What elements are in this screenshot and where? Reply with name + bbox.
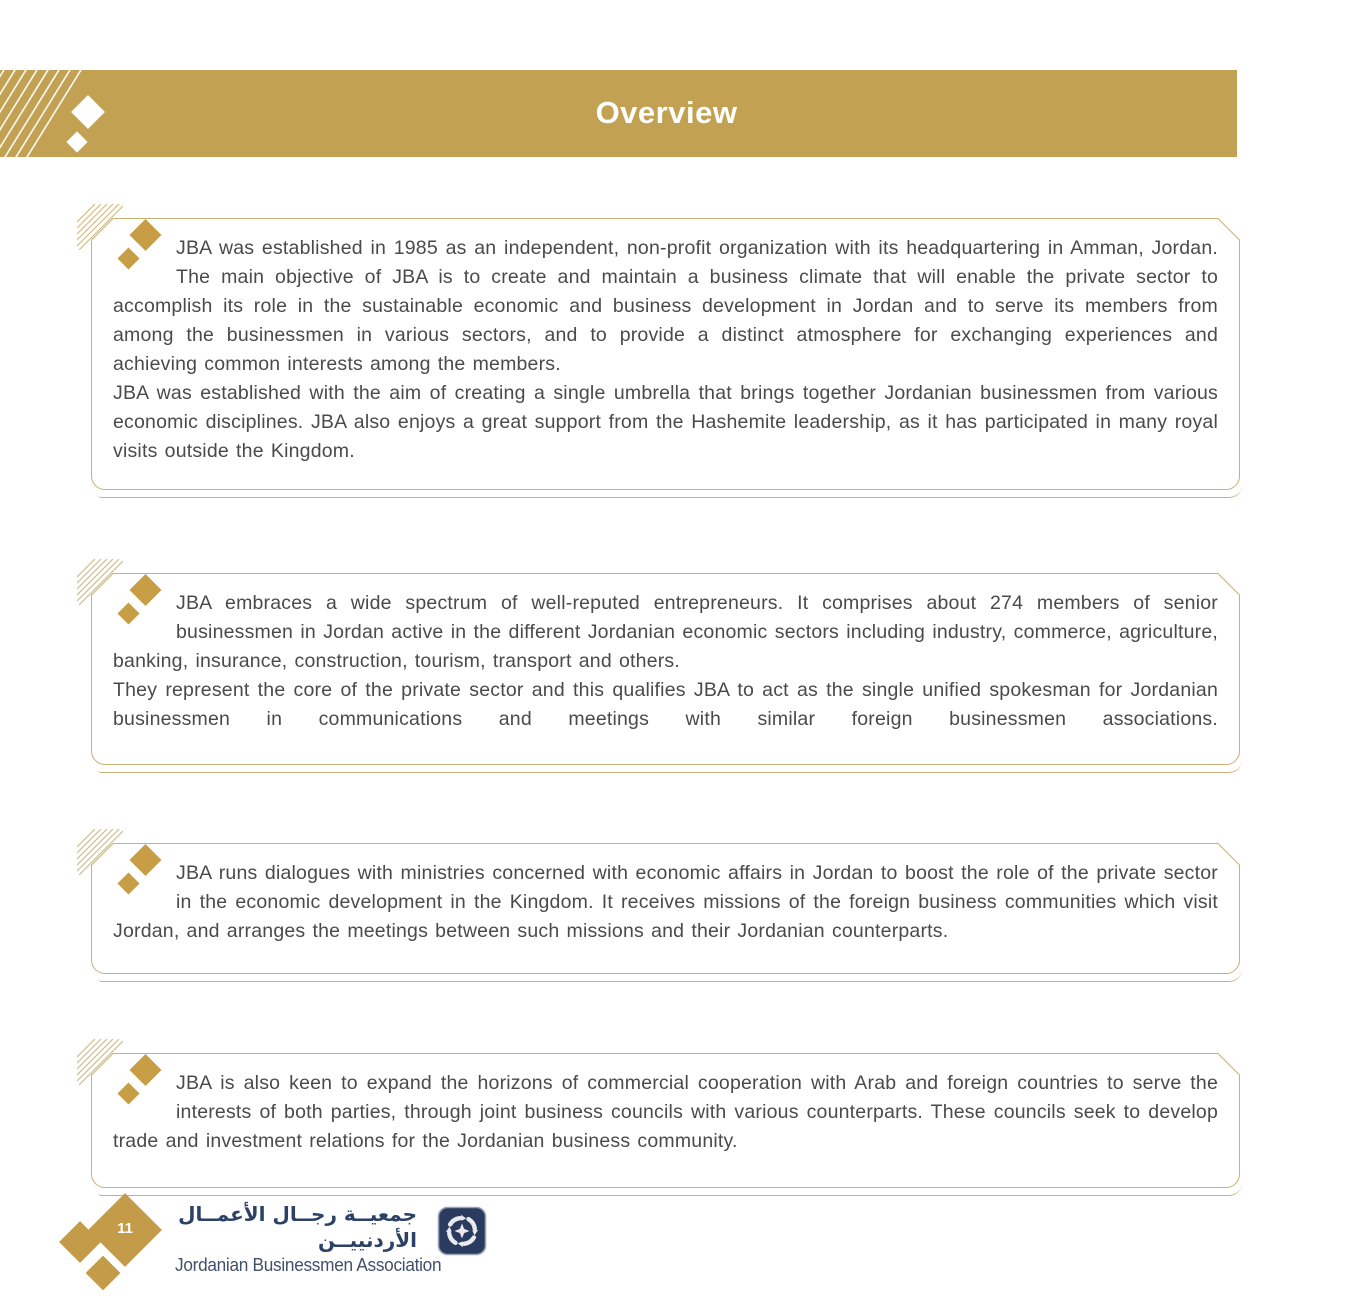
paragraph: They represent the core of the private sector and this qualifies JBA to act as the single unified spokesman for Jordanian businessmen in communications and meetings with similar foreign businessmen associations. (113, 679, 1218, 730)
paragraph: JBA was established in 1985 as an independent, non-profit organization with its headquartering in Amman, Jordan. The main objective of JBA is to create and maintain a business climate that will enable the private sector to accomplish its role in the sustainable economic and business development in Jordan and to serve its members from among the businessmen in various sectors, and to provide a distinct atmosphere for exchanging experiences and achieving common interests among the members. (113, 237, 1218, 375)
paragraph: JBA embraces a wide spectrum of well-reputed entrepreneurs. It comprises about 274 members of senior businessmen in Jordan active in the different Jordanian economic sectors including industry, commerce, agriculture, banking, insurance, construction, tourism, transport and others. (113, 592, 1218, 672)
jba-emblem-icon (437, 1206, 487, 1256)
box-shadow-line (98, 1183, 1242, 1196)
footer-organization (175, 1201, 442, 1277)
overview-box-3 (91, 843, 1240, 974)
page-title: Overview (595, 94, 738, 130)
org-name-english: Jordanian Businessmen Association (175, 1254, 442, 1275)
overview-box-4 (91, 1053, 1240, 1188)
page-number: 11 (117, 1220, 133, 1237)
corner-hatch-icon (77, 204, 123, 250)
corner-hatch-icon (77, 829, 123, 875)
paragraph: JBA runs dialogues with ministries concerned with economic affairs in Jordan to boost the role of the private sector in the economic development in the Kingdom. It receives missions of the foreign business communities which visit Jordan, and arranges the meetings between such missions and their Jordanian counterparts. (113, 862, 1218, 942)
header-banner (0, 70, 1237, 157)
footer-diamond-cluster-icon (55, 1192, 180, 1300)
paragraph: JBA is also keen to expand the horizons of commercial cooperation with Arab and foreign countries to serve the interests of both parties, through joint business councils with various counterparts. These councils seek to develop trade and investment relations for the Jordanian business community. (113, 1072, 1218, 1152)
corner-hatch-icon (77, 559, 123, 605)
corner-hatch-icon (77, 1039, 123, 1085)
overview-box-1 (91, 218, 1240, 490)
box-shadow-line (98, 969, 1242, 982)
paragraph: JBA was established with the aim of creating a single umbrella that brings together Jordanian businessmen from various economic disciplines. JBA also enjoys a great support from the Hashemite leadership, as it has participated in many royal visits outside the Kingdom. (113, 382, 1218, 462)
org-name-arabic: جمعيــة رجــال الأعمــال الأردنييــن (178, 1202, 417, 1252)
box-shadow-line (98, 760, 1242, 773)
box-shadow-line (98, 485, 1242, 498)
overview-box-2 (91, 573, 1240, 765)
